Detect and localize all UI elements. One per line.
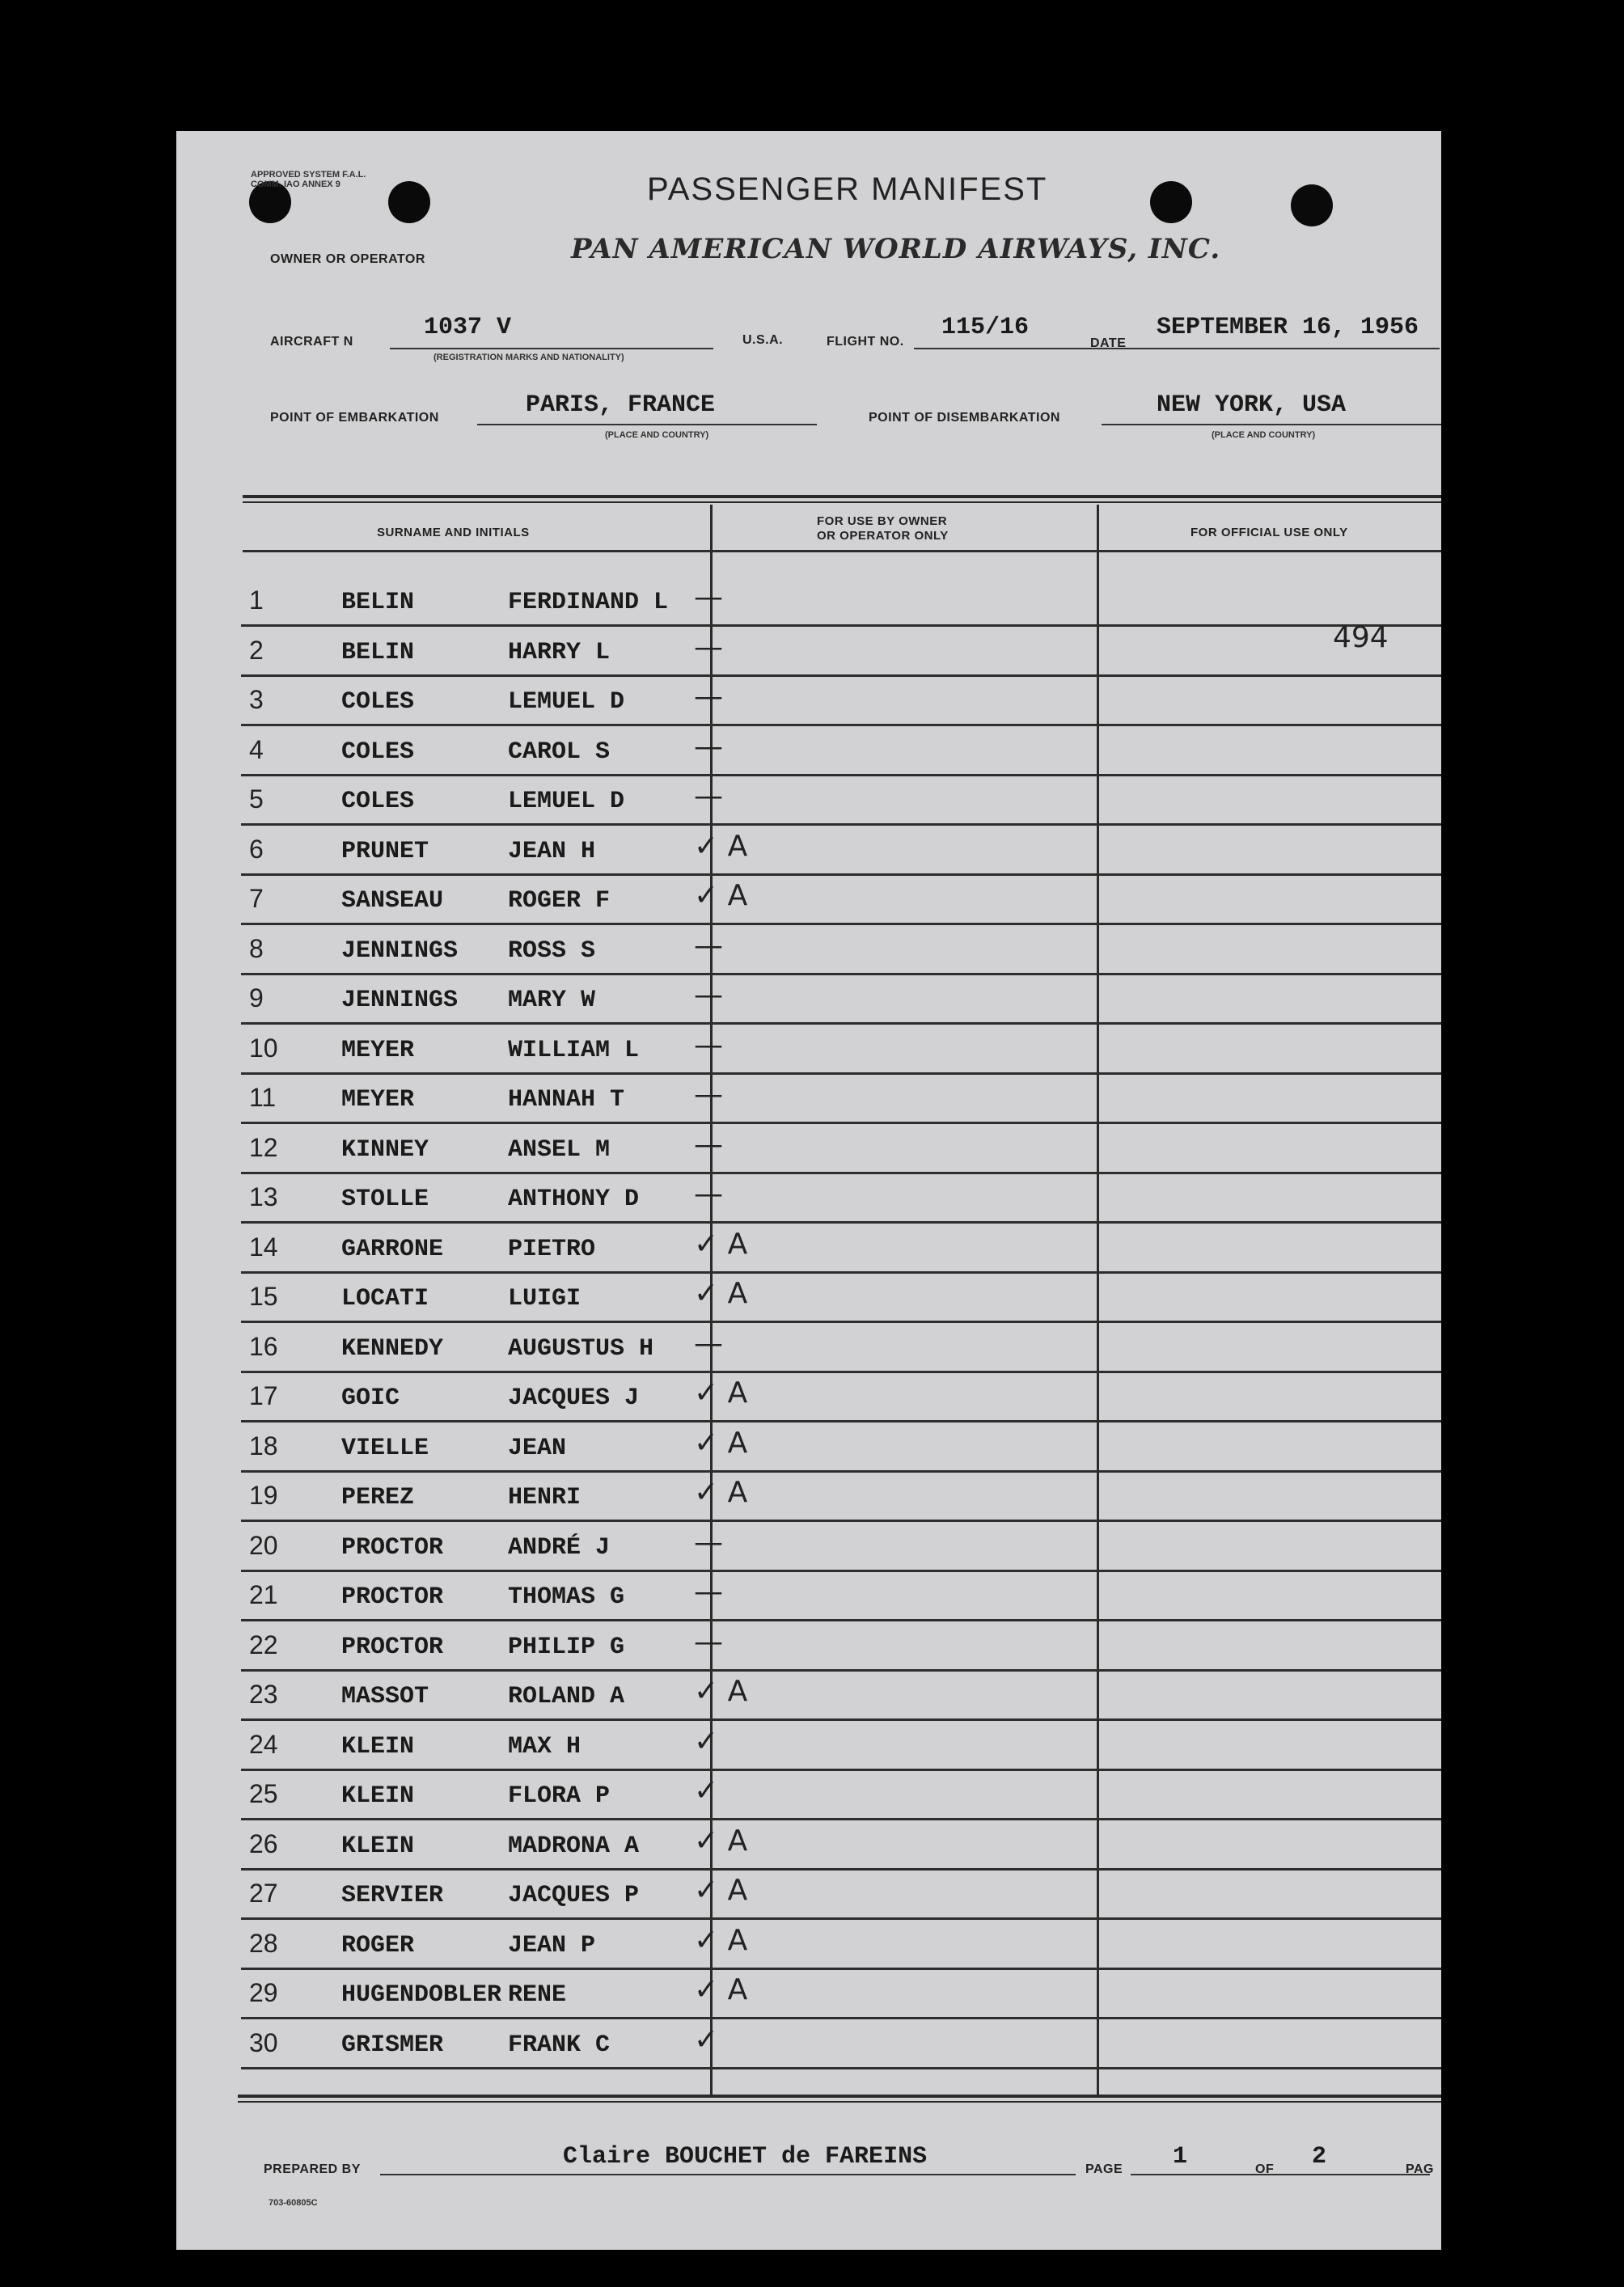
row-number: 26 — [249, 1828, 278, 1858]
row-number: 12 — [249, 1132, 278, 1162]
row-rule — [241, 973, 1441, 975]
disembarkation-label: POINT OF DISEMBARKATION — [869, 411, 1060, 425]
row-rule — [241, 1520, 1441, 1522]
operator-check-mark: ✓ A — [694, 1923, 748, 1957]
passenger-surname: JENNINGS — [341, 936, 459, 965]
prepared-value: Claire BOUCHET de FAREINS — [563, 2143, 928, 2171]
row-number: 24 — [249, 1729, 278, 1759]
row-number: 18 — [249, 1431, 278, 1461]
of-label: OF — [1255, 2162, 1275, 2176]
disembarkation-value: NEW YORK, USA — [1157, 391, 1347, 419]
official-note: 494 — [1333, 620, 1389, 654]
passenger-surname: BELIN — [341, 638, 415, 666]
row-number: 16 — [249, 1331, 278, 1361]
passenger-surname: SERVIER — [341, 1882, 444, 1909]
passenger-given-names: LEMUEL D — [508, 788, 625, 815]
passenger-surname: GARRONE — [341, 1235, 444, 1263]
row-number: 7 — [249, 884, 264, 913]
row-rule — [241, 2017, 1441, 2019]
row-rule — [241, 1470, 1441, 1473]
column-divider — [1097, 505, 1099, 2098]
row-number: 27 — [249, 1879, 278, 1908]
passenger-given-names: HENRI — [508, 1484, 582, 1511]
row-number: 2 — [249, 635, 264, 665]
row-number: 1 — [249, 585, 264, 615]
row-number: 11 — [249, 1083, 277, 1112]
passenger-given-names: JEAN — [508, 1434, 567, 1462]
row-number: 10 — [249, 1033, 278, 1063]
operator-check-mark: — — [694, 1625, 723, 1659]
row-number: 6 — [249, 834, 264, 864]
of-value: 2 — [1312, 2143, 1327, 2171]
passenger-surname: KENNEDY — [341, 1334, 444, 1363]
passenger-given-names: LUIGI — [508, 1285, 582, 1313]
passenger-surname: ROGER — [341, 1931, 415, 1959]
operator-check-mark: ✓ A — [694, 1476, 748, 1509]
form-code: 703-60805C — [269, 2198, 318, 2208]
passenger-given-names: ROGER F — [508, 887, 611, 915]
aircraft-value: 1037 V — [424, 314, 512, 341]
row-rule — [241, 1321, 1441, 1323]
punch-hole — [1291, 184, 1333, 226]
operator-check-mark: — — [694, 680, 723, 713]
passenger-surname: PROCTOR — [341, 1633, 444, 1661]
operator-check-mark: — — [694, 581, 723, 614]
operator-check-mark: ✓ A — [694, 1973, 748, 2006]
passenger-given-names: JACQUES J — [508, 1384, 640, 1412]
passenger-surname: MEYER — [341, 1086, 415, 1114]
row-number: 17 — [249, 1381, 278, 1410]
row-number: 28 — [249, 1928, 278, 1958]
row-number: 3 — [249, 685, 264, 714]
passenger-given-names: RENE — [508, 1981, 567, 2009]
passenger-given-names: JEAN P — [508, 1931, 596, 1959]
row-number: 4 — [249, 734, 264, 764]
operator-check-mark: ✓ — [694, 1724, 719, 1758]
passenger-surname: SANSEAU — [341, 887, 444, 915]
header-rule — [243, 550, 1441, 552]
row-rule — [241, 1570, 1441, 1572]
passenger-given-names: JACQUES P — [508, 1882, 640, 1909]
table-bottom-rule-2 — [238, 2101, 1441, 2103]
passenger-surname: PEREZ — [341, 1484, 415, 1511]
flight-label: FLIGHT NO. — [827, 335, 904, 349]
passenger-given-names: THOMAS G — [508, 1583, 625, 1611]
embarkation-value: PARIS, FRANCE — [526, 391, 716, 419]
row-number: 20 — [249, 1530, 278, 1560]
flight-value: 115/16 — [941, 314, 1030, 341]
row-number: 23 — [249, 1680, 278, 1709]
row-rule — [241, 1371, 1441, 1373]
row-rule — [241, 923, 1441, 925]
passenger-given-names: ANSEL M — [508, 1135, 611, 1164]
row-rule — [241, 1968, 1441, 1970]
passenger-surname: PROCTOR — [341, 1533, 444, 1562]
owner-label: OWNER OR OPERATOR — [270, 252, 425, 266]
passenger-surname: BELIN — [341, 589, 415, 616]
row-number: 8 — [249, 933, 264, 963]
passenger-given-names: ROLAND A — [508, 1683, 625, 1710]
row-rule — [241, 1669, 1441, 1672]
operator-check-mark: — — [694, 1525, 723, 1559]
passenger-given-names: ANTHONY D — [508, 1186, 640, 1213]
aircraft-label: AIRCRAFT N — [270, 335, 353, 349]
aircraft-sublabel: (REGISTRATION MARKS AND NATIONALITY) — [433, 353, 624, 362]
passenger-given-names: AUGUSTUS H — [508, 1334, 654, 1363]
embarkation-label: POINT OF EMBARKATION — [270, 411, 439, 425]
passenger-surname: COLES — [341, 688, 415, 716]
row-number: 21 — [249, 1580, 278, 1609]
aircraft-underline — [390, 348, 713, 349]
row-rule — [241, 1868, 1441, 1871]
row-number: 9 — [249, 983, 264, 1012]
prepared-underline — [380, 2174, 1076, 2175]
operator-check-mark: — — [694, 1326, 723, 1360]
passenger-given-names: ROSS S — [508, 936, 596, 965]
row-rule — [241, 1172, 1441, 1174]
row-number: 30 — [249, 2027, 278, 2057]
passenger-given-names: CAROL S — [508, 738, 611, 766]
operator-check-mark: ✓ A — [694, 1824, 748, 1858]
passenger-surname: MASSOT — [341, 1683, 429, 1710]
passenger-given-names: MARY W — [508, 987, 596, 1014]
approved-stamp: APPROVED SYSTEM F.A.L. COMM. IAO ANNEX 9 — [251, 170, 366, 189]
row-number: 19 — [249, 1481, 278, 1510]
passenger-given-names: FLORA P — [508, 1782, 611, 1810]
passenger-surname: JENNINGS — [341, 987, 459, 1014]
passenger-given-names: HANNAH T — [508, 1086, 625, 1114]
page-underline — [1131, 2174, 1430, 2175]
row-number: 29 — [249, 1978, 278, 2007]
disembarkation-underline — [1102, 424, 1441, 425]
row-rule — [241, 1221, 1441, 1224]
operator-check-mark: — — [694, 1028, 723, 1062]
operator-check-mark: — — [694, 780, 723, 813]
passenger-given-names: FRANK C — [508, 2031, 611, 2059]
operator-check-mark: ✓ A — [694, 879, 748, 912]
row-rule — [241, 1420, 1441, 1423]
date-label: DATE — [1090, 336, 1127, 350]
passenger-given-names: MADRONA A — [508, 1832, 640, 1860]
operator-check-mark: ✓ A — [694, 1277, 748, 1310]
passenger-surname: KLEIN — [341, 1832, 415, 1860]
column-header-names: SURNAME AND INITIALS — [377, 526, 530, 539]
table-top-rule-2 — [243, 501, 1441, 503]
passenger-surname: GOIC — [341, 1384, 400, 1412]
row-number: 22 — [249, 1630, 278, 1659]
operator-check-mark: ✓ A — [694, 1874, 748, 1907]
operator-check-mark: ✓ A — [694, 1227, 748, 1261]
passenger-surname: GRISMER — [341, 2031, 444, 2059]
operator-check-mark: — — [694, 1078, 723, 1111]
prepared-label: PREPARED BY — [264, 2162, 361, 2176]
embarkation-sublabel: (PLACE AND COUNTRY) — [605, 430, 709, 440]
operator-name: PAN AMERICAN WORLD AIRWAYS, INC. — [571, 233, 1221, 265]
passenger-surname: PRUNET — [341, 837, 429, 865]
row-number: 13 — [249, 1182, 278, 1211]
operator-check-mark: ✓ — [694, 1774, 719, 1807]
operator-check-mark: — — [694, 1177, 723, 1211]
passenger-surname: PROCTOR — [341, 1583, 444, 1611]
passenger-given-names: ANDRÉ J — [508, 1533, 611, 1562]
row-rule — [241, 724, 1441, 726]
passenger-surname: COLES — [341, 788, 415, 815]
row-rule — [241, 674, 1441, 677]
passenger-given-names: HARRY L — [508, 638, 611, 666]
passenger-surname: LOCATI — [341, 1285, 429, 1313]
row-rule — [241, 2067, 1441, 2069]
row-number: 25 — [249, 1779, 278, 1808]
row-rule — [241, 774, 1441, 776]
table-bottom-rule — [238, 2095, 1441, 2098]
operator-check-mark: ✓ A — [694, 829, 748, 863]
row-number: 5 — [249, 784, 264, 814]
column-header-owner-1: FOR USE BY OWNER — [817, 514, 948, 528]
passenger-surname: MEYER — [341, 1036, 415, 1064]
operator-check-mark: — — [694, 979, 723, 1012]
operator-check-mark: ✓ A — [694, 1675, 748, 1708]
operator-check-mark: — — [694, 928, 723, 962]
row-number: 14 — [249, 1232, 278, 1262]
operator-check-mark: ✓ A — [694, 1426, 748, 1460]
passenger-surname: STOLLE — [341, 1186, 429, 1213]
passenger-surname: KLEIN — [341, 1782, 415, 1810]
operator-check-mark: — — [694, 1575, 723, 1609]
row-rule — [241, 1769, 1441, 1771]
passenger-given-names: PHILIP G — [508, 1633, 625, 1661]
row-rule — [241, 1917, 1441, 1920]
passenger-surname: KINNEY — [341, 1135, 429, 1164]
passenger-surname: HUGENDOBLER — [341, 1981, 502, 2009]
row-rule — [241, 1022, 1441, 1025]
operator-check-mark: — — [694, 729, 723, 763]
page-value: 1 — [1173, 2143, 1188, 2171]
disembarkation-sublabel: (PLACE AND COUNTRY) — [1212, 430, 1316, 440]
usa-label: U.S.A. — [742, 333, 784, 347]
row-number: 15 — [249, 1282, 278, 1311]
page-title: PASSENGER MANIFEST — [647, 171, 1048, 207]
operator-check-mark: ✓ — [694, 2023, 719, 2057]
page-label: PAGE — [1085, 2162, 1123, 2176]
operator-check-mark: — — [694, 1127, 723, 1161]
manifest-paper — [176, 131, 1441, 2250]
row-rule — [241, 1271, 1441, 1274]
passenger-surname: COLES — [341, 738, 415, 766]
row-rule — [241, 1072, 1441, 1075]
row-rule — [241, 873, 1441, 876]
operator-check-mark: ✓ A — [694, 1376, 748, 1410]
operator-check-mark: — — [694, 630, 723, 664]
passenger-given-names: JEAN H — [508, 837, 596, 865]
passenger-surname: VIELLE — [341, 1434, 429, 1462]
date-value: SEPTEMBER 16, 1956 — [1157, 314, 1419, 341]
row-rule — [241, 1122, 1441, 1124]
passenger-given-names: WILLIAM L — [508, 1036, 640, 1064]
pages-label: PAG — [1406, 2162, 1434, 2176]
column-header-official: FOR OFFICIAL USE ONLY — [1191, 526, 1348, 539]
row-rule — [241, 624, 1441, 627]
column-header-owner-2: OR OPERATOR ONLY — [817, 529, 949, 543]
table-top-rule — [243, 495, 1441, 498]
row-rule — [241, 1718, 1441, 1721]
passenger-surname: KLEIN — [341, 1732, 415, 1761]
passenger-given-names: LEMUEL D — [508, 688, 625, 716]
embarkation-underline — [477, 424, 817, 425]
date-underline — [1136, 348, 1440, 349]
row-rule — [241, 1619, 1441, 1621]
passenger-given-names: PIETRO — [508, 1235, 596, 1263]
punch-hole — [1150, 181, 1192, 223]
row-rule — [241, 823, 1441, 826]
row-rule — [241, 1818, 1441, 1820]
passenger-given-names: MAX H — [508, 1732, 582, 1761]
passenger-given-names: FERDINAND L — [508, 589, 669, 616]
